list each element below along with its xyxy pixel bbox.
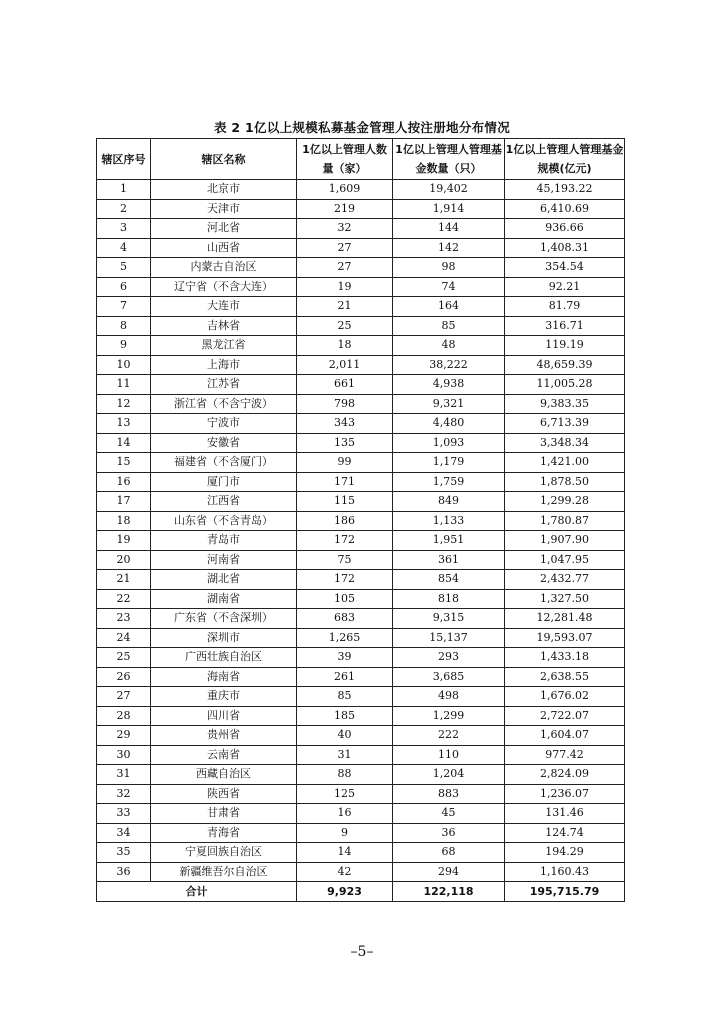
table-row	[97, 531, 625, 551]
table-row	[97, 453, 625, 473]
cell-funds: 294	[393, 862, 505, 882]
cell-managers: 343	[297, 414, 393, 434]
cell-managers: 172	[297, 531, 393, 551]
cell-seq: 12	[97, 394, 151, 414]
cell-funds: 98	[393, 258, 505, 278]
table-row	[97, 316, 625, 336]
cell-managers: 135	[297, 433, 393, 453]
cell-funds: 144	[393, 219, 505, 239]
cell-managers: 661	[297, 375, 393, 395]
table-row	[97, 609, 625, 629]
cell-funds: 142	[393, 238, 505, 258]
cell-managers: 27	[297, 238, 393, 258]
cell-scale: 936.66	[505, 219, 625, 239]
cell-managers: 32	[297, 219, 393, 239]
cell-name: 山东省（不含青岛）	[151, 511, 297, 531]
total-funds: 122,118	[393, 882, 505, 902]
cell-seq: 7	[97, 297, 151, 317]
cell-seq: 31	[97, 765, 151, 785]
cell-name: 厦门市	[151, 472, 297, 492]
cell-name: 四川省	[151, 706, 297, 726]
cell-seq: 2	[97, 199, 151, 219]
cell-scale: 6,410.69	[505, 199, 625, 219]
cell-managers: 21	[297, 297, 393, 317]
table-row	[97, 394, 625, 414]
header-row	[97, 139, 625, 180]
cell-name: 河北省	[151, 219, 297, 239]
cell-seq: 30	[97, 745, 151, 765]
cell-funds: 3,685	[393, 667, 505, 687]
table-row	[97, 765, 625, 785]
cell-seq: 9	[97, 336, 151, 356]
cell-name: 河南省	[151, 550, 297, 570]
table-row	[97, 570, 625, 590]
cell-seq: 14	[97, 433, 151, 453]
table-row	[97, 414, 625, 434]
cell-managers: 14	[297, 843, 393, 863]
cell-seq: 3	[97, 219, 151, 239]
table-row	[97, 628, 625, 648]
cell-seq: 29	[97, 726, 151, 746]
table-row	[97, 687, 625, 707]
table-row	[97, 492, 625, 512]
cell-managers: 27	[297, 258, 393, 278]
cell-funds: 1,951	[393, 531, 505, 551]
cell-managers: 9	[297, 823, 393, 843]
cell-seq: 32	[97, 784, 151, 804]
cell-name: 贵州省	[151, 726, 297, 746]
cell-scale: 131.46	[505, 804, 625, 824]
cell-funds: 854	[393, 570, 505, 590]
cell-scale: 19,593.07	[505, 628, 625, 648]
cell-funds: 36	[393, 823, 505, 843]
cell-seq: 17	[97, 492, 151, 512]
table-row	[97, 355, 625, 375]
cell-seq: 33	[97, 804, 151, 824]
header-seq: 辖区序号	[97, 139, 151, 180]
cell-scale: 1,408.31	[505, 238, 625, 258]
cell-managers: 25	[297, 316, 393, 336]
table-row	[97, 199, 625, 219]
cell-name: 内蒙古自治区	[151, 258, 297, 278]
cell-managers: 40	[297, 726, 393, 746]
cell-scale: 1,299.28	[505, 492, 625, 512]
cell-funds: 48	[393, 336, 505, 356]
cell-seq: 24	[97, 628, 151, 648]
cell-funds: 9,321	[393, 394, 505, 414]
cell-scale: 3,348.34	[505, 433, 625, 453]
cell-name: 上海市	[151, 355, 297, 375]
cell-managers: 115	[297, 492, 393, 512]
cell-seq: 36	[97, 862, 151, 882]
cell-scale: 124.74	[505, 823, 625, 843]
cell-seq: 8	[97, 316, 151, 336]
cell-scale: 6,713.39	[505, 414, 625, 434]
cell-funds: 361	[393, 550, 505, 570]
cell-funds: 498	[393, 687, 505, 707]
cell-funds: 1,133	[393, 511, 505, 531]
cell-scale: 48,659.39	[505, 355, 625, 375]
cell-name: 大连市	[151, 297, 297, 317]
cell-name: 山西省	[151, 238, 297, 258]
table-row	[97, 862, 625, 882]
cell-name: 青岛市	[151, 531, 297, 551]
cell-seq: 15	[97, 453, 151, 473]
cell-seq: 22	[97, 589, 151, 609]
cell-scale: 1,878.50	[505, 472, 625, 492]
table-row	[97, 375, 625, 395]
cell-seq: 26	[97, 667, 151, 687]
table-title: 表 2 1亿以上规模私募基金管理人按注册地分布情况	[213, 120, 511, 135]
cell-name: 西藏自治区	[151, 765, 297, 785]
cell-seq: 5	[97, 258, 151, 278]
cell-name: 广西壮族自治区	[151, 648, 297, 668]
table-row	[97, 804, 625, 824]
cell-scale: 1,421.00	[505, 453, 625, 473]
cell-scale: 1,676.02	[505, 687, 625, 707]
table-row	[97, 823, 625, 843]
cell-name: 湖南省	[151, 589, 297, 609]
cell-managers: 18	[297, 336, 393, 356]
cell-name: 天津市	[151, 199, 297, 219]
cell-managers: 99	[297, 453, 393, 473]
cell-managers: 1,609	[297, 180, 393, 200]
table-row	[97, 336, 625, 356]
cell-managers: 798	[297, 394, 393, 414]
cell-funds: 68	[393, 843, 505, 863]
cell-seq: 18	[97, 511, 151, 531]
cell-seq: 13	[97, 414, 151, 434]
cell-name: 云南省	[151, 745, 297, 765]
cell-seq: 11	[97, 375, 151, 395]
cell-funds: 9,315	[393, 609, 505, 629]
cell-funds: 1,093	[393, 433, 505, 453]
table-row	[97, 433, 625, 453]
table-row	[97, 843, 625, 863]
cell-managers: 185	[297, 706, 393, 726]
cell-name: 江西省	[151, 492, 297, 512]
cell-seq: 28	[97, 706, 151, 726]
cell-funds: 85	[393, 316, 505, 336]
cell-seq: 6	[97, 277, 151, 297]
cell-scale: 119.19	[505, 336, 625, 356]
table-body	[97, 180, 625, 882]
cell-managers: 1,265	[297, 628, 393, 648]
cell-seq: 1	[97, 180, 151, 200]
cell-seq: 34	[97, 823, 151, 843]
cell-name: 江苏省	[151, 375, 297, 395]
total-label: 合计	[97, 882, 297, 902]
cell-scale: 977.42	[505, 745, 625, 765]
cell-seq: 35	[97, 843, 151, 863]
cell-scale: 92.21	[505, 277, 625, 297]
cell-managers: 88	[297, 765, 393, 785]
cell-name: 吉林省	[151, 316, 297, 336]
cell-name: 北京市	[151, 180, 297, 200]
header-managers: 1亿以上管理人数量（家）	[297, 139, 393, 180]
cell-managers: 219	[297, 199, 393, 219]
cell-managers: 2,011	[297, 355, 393, 375]
cell-seq: 16	[97, 472, 151, 492]
cell-funds: 222	[393, 726, 505, 746]
cell-managers: 31	[297, 745, 393, 765]
total-scale: 195,715.79	[505, 882, 625, 902]
page-number: –5–	[350, 944, 374, 960]
cell-funds: 4,480	[393, 414, 505, 434]
table-row	[97, 258, 625, 278]
cell-name: 湖北省	[151, 570, 297, 590]
cell-seq: 20	[97, 550, 151, 570]
table-row	[97, 297, 625, 317]
cell-name: 陕西省	[151, 784, 297, 804]
cell-scale: 1,047.95	[505, 550, 625, 570]
cell-funds: 1,914	[393, 199, 505, 219]
total-managers: 9,923	[297, 882, 393, 902]
cell-managers: 39	[297, 648, 393, 668]
cell-name: 浙江省（不含宁波）	[151, 394, 297, 414]
cell-scale: 2,432.77	[505, 570, 625, 590]
cell-seq: 19	[97, 531, 151, 551]
table-row	[97, 706, 625, 726]
cell-funds: 19,402	[393, 180, 505, 200]
cell-seq: 23	[97, 609, 151, 629]
cell-name: 黑龙江省	[151, 336, 297, 356]
cell-scale: 1,433.18	[505, 648, 625, 668]
cell-name: 重庆市	[151, 687, 297, 707]
cell-name: 甘肃省	[151, 804, 297, 824]
data-table	[96, 138, 625, 902]
cell-name: 海南省	[151, 667, 297, 687]
cell-managers: 19	[297, 277, 393, 297]
cell-scale: 1,604.07	[505, 726, 625, 746]
cell-managers: 172	[297, 570, 393, 590]
table-row	[97, 589, 625, 609]
cell-managers: 85	[297, 687, 393, 707]
cell-name: 安徽省	[151, 433, 297, 453]
table-row	[97, 238, 625, 258]
cell-funds: 110	[393, 745, 505, 765]
cell-funds: 883	[393, 784, 505, 804]
cell-scale: 12,281.48	[505, 609, 625, 629]
cell-scale: 1,236.07	[505, 784, 625, 804]
table-row	[97, 550, 625, 570]
cell-scale: 1,327.50	[505, 589, 625, 609]
table-row	[97, 219, 625, 239]
cell-scale: 2,638.55	[505, 667, 625, 687]
cell-scale: 354.54	[505, 258, 625, 278]
cell-funds: 293	[393, 648, 505, 668]
table-row	[97, 472, 625, 492]
cell-funds: 15,137	[393, 628, 505, 648]
cell-managers: 42	[297, 862, 393, 882]
table-row	[97, 648, 625, 668]
cell-funds: 1,759	[393, 472, 505, 492]
cell-managers: 261	[297, 667, 393, 687]
header-funds: 1亿以上管理人管理基金数量（只）	[393, 139, 505, 180]
cell-funds: 818	[393, 589, 505, 609]
cell-scale: 9,383.35	[505, 394, 625, 414]
cell-name: 福建省（不含厦门）	[151, 453, 297, 473]
cell-name: 广东省（不含深圳）	[151, 609, 297, 629]
cell-funds: 4,938	[393, 375, 505, 395]
cell-seq: 4	[97, 238, 151, 258]
cell-scale: 45,193.22	[505, 180, 625, 200]
cell-seq: 25	[97, 648, 151, 668]
cell-name: 辽宁省（不含大连）	[151, 277, 297, 297]
cell-funds: 164	[393, 297, 505, 317]
cell-funds: 849	[393, 492, 505, 512]
table-row	[97, 180, 625, 200]
cell-scale: 2,824.09	[505, 765, 625, 785]
cell-scale: 11,005.28	[505, 375, 625, 395]
cell-funds: 74	[393, 277, 505, 297]
cell-name: 深圳市	[151, 628, 297, 648]
cell-funds: 38,222	[393, 355, 505, 375]
cell-scale: 316.71	[505, 316, 625, 336]
cell-managers: 16	[297, 804, 393, 824]
cell-managers: 125	[297, 784, 393, 804]
table-row	[97, 726, 625, 746]
cell-name: 新疆维吾尔自治区	[151, 862, 297, 882]
header-scale: 1亿以上管理人管理基金规模(亿元)	[505, 139, 625, 180]
cell-seq: 10	[97, 355, 151, 375]
header-name: 辖区名称	[151, 139, 297, 180]
cell-managers: 171	[297, 472, 393, 492]
table-row	[97, 784, 625, 804]
cell-scale: 81.79	[505, 297, 625, 317]
cell-scale: 1,160.43	[505, 862, 625, 882]
cell-scale: 2,722.07	[505, 706, 625, 726]
total-row	[97, 882, 625, 902]
cell-funds: 45	[393, 804, 505, 824]
cell-seq: 21	[97, 570, 151, 590]
cell-name: 青海省	[151, 823, 297, 843]
table-row	[97, 277, 625, 297]
cell-scale: 1,907.90	[505, 531, 625, 551]
table-row	[97, 511, 625, 531]
table-row	[97, 667, 625, 687]
cell-name: 宁波市	[151, 414, 297, 434]
cell-scale: 194.29	[505, 843, 625, 863]
table-row	[97, 745, 625, 765]
cell-managers: 75	[297, 550, 393, 570]
cell-seq: 27	[97, 687, 151, 707]
cell-funds: 1,204	[393, 765, 505, 785]
cell-scale: 1,780.87	[505, 511, 625, 531]
cell-managers: 105	[297, 589, 393, 609]
cell-managers: 186	[297, 511, 393, 531]
cell-name: 宁夏回族自治区	[151, 843, 297, 863]
cell-managers: 683	[297, 609, 393, 629]
cell-funds: 1,299	[393, 706, 505, 726]
cell-funds: 1,179	[393, 453, 505, 473]
